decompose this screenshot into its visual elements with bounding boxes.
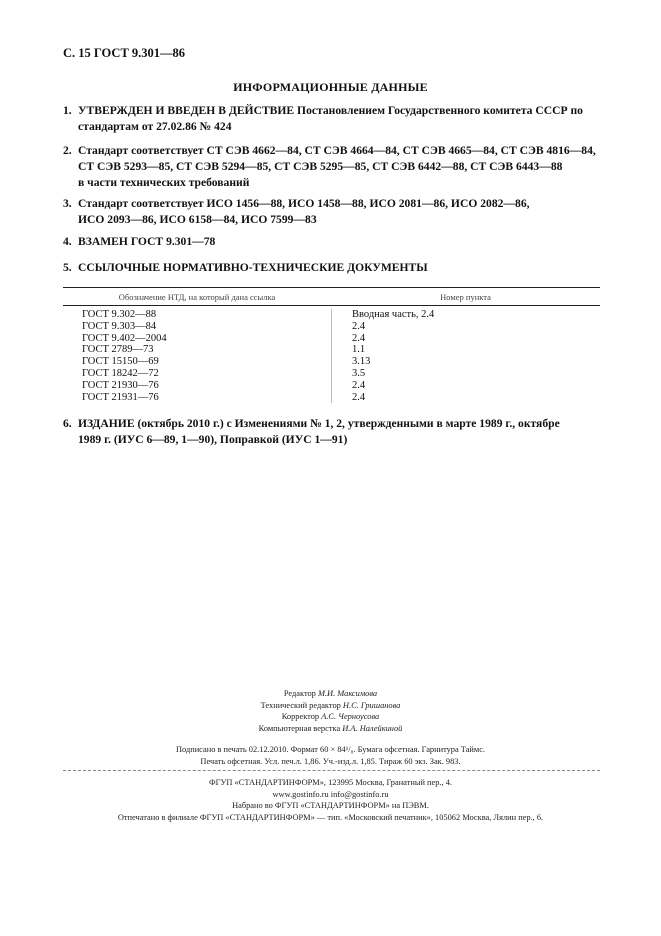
item-number: 2. [63, 144, 72, 157]
item-line: Стандарт соответствует ИСО 1456—88, ИСО 1458—88, ИСО 2081—86, ИСО 2082—86, [78, 197, 530, 210]
info-item-3 [63, 196, 603, 228]
item-number: 3. [63, 197, 72, 210]
table-cell: 3.5 [352, 367, 366, 379]
info-item-5 [63, 260, 603, 276]
staff-editor: Редактор М.И. Максимова [283, 689, 378, 698]
table-body [63, 306, 600, 403]
column-header-document: Обозначение НТД, на который дана ссылка [118, 291, 276, 302]
page-header: С. 15 ГОСТ 9.301—86 [63, 46, 186, 60]
info-item-1 [63, 103, 603, 135]
table-cell: 2.4 [352, 332, 366, 344]
imprint-publisher [0, 777, 661, 823]
item-number: 4. [63, 235, 72, 248]
staff-proofreader: Корректор А.С. Черноусова [281, 712, 380, 722]
imprint-print-details [0, 744, 661, 767]
item-number: 1. [63, 104, 72, 117]
typeset-line: Набрано во ФГУП «СТАНДАРТИНФОРМ» на ПЭВМ. [232, 801, 429, 811]
imprint-staff [0, 688, 661, 734]
item-line: ВЗАМЕН ГОСТ 9.301—78 [78, 235, 216, 248]
publisher-line: ФГУП «СТАНДАРТИНФОРМ», 123995 Москва, Гранатный пер., 4. [209, 778, 452, 787]
print-line-2: Печать офсетная. Усл. печ.л. 1,86. Уч.-изд.л. 1,85. Тираж 60 экз. Зак. 983. [200, 756, 461, 766]
info-item-2 [63, 143, 603, 191]
item-line: 1989 г. (ИУС 6—89, 1—90), Поправкой (ИУС 1—91) [78, 433, 348, 446]
item-line: СТ СЭВ 5293—85, СТ СЭВ 5294—85, СТ СЭВ 5295—85, СТ СЭВ 6442—88, СТ СЭВ 6443—88 [78, 160, 563, 173]
item-line: Стандарт соответствует СТ СЭВ 4662—84, СТ СЭВ 4664—84, СТ СЭВ 4665—84, СТ СЭВ 4816—84, [78, 144, 596, 157]
divider [63, 770, 600, 771]
column-clauses [331, 309, 600, 403]
table-cell: ГОСТ 9.302—88 [82, 309, 157, 320]
item-number: 6. [63, 417, 72, 430]
staff-tech-editor: Технический редактор Н.С. Гришанова [260, 700, 401, 710]
staff-layout: Компьютерная верстка И.А. Налейкиной [258, 723, 403, 733]
item-line: стандартам от 27.02.86 № 424 [78, 120, 232, 133]
printed-line: Отпечатано в филиале ФГУП «СТАНДАРТИНФОРМ» — тип. «Московский печатник», 105062 Москва, Лялин пер., 6. [117, 812, 544, 822]
section-title: ИНФОРМАЦИОННЫЕ ДАННЫЕ [233, 80, 428, 94]
web-line: www.gostinfo.ru info@gostinfo.ru [272, 789, 389, 799]
table-cell: 2.4 [352, 391, 366, 403]
column-header-clause: Номер пункта [440, 291, 491, 302]
table-cell: ГОСТ 2789—73 [82, 344, 154, 356]
table-cell: ГОСТ 9.303—84 [82, 320, 157, 332]
item-line: ССЫЛОЧНЫЕ НОРМАТИВНО-ТЕХНИЧЕСКИЕ ДОКУМЕНТЫ [78, 261, 428, 274]
info-item-6 [63, 416, 603, 448]
table-cell: 1.1 [352, 344, 366, 356]
table-cell: ГОСТ 21931—76 [82, 391, 159, 403]
table-cell: 3.13 [352, 356, 371, 368]
table-cell: 2.4 [352, 379, 366, 391]
table-cell: ГОСТ 15150—69 [82, 356, 159, 368]
table-cell: ГОСТ 9.402—2004 [82, 332, 167, 344]
print-line-1: Подписано в печать 02.12.2010. Формат 60 × 84¹/₈. Бумага офсетная. Гарнитура Таймс. [175, 745, 486, 754]
item-line: в части технических требований [78, 176, 250, 189]
table-cell: ГОСТ 18242—72 [82, 367, 159, 379]
item-line: ИЗДАНИЕ (октябрь 2010 г.) с Изменениями № 1, 2, утвержденными в марте 1989 г., октябре [78, 417, 560, 430]
item-number: 5. [63, 261, 72, 274]
table-cell: 2.4 [352, 320, 366, 332]
column-documents [63, 309, 331, 403]
info-item-4 [63, 234, 603, 250]
table-cell: Вводная часть, 2.4 [352, 309, 435, 320]
table-header [63, 288, 600, 305]
table-cell: ГОСТ 21930—76 [82, 379, 159, 391]
references-table [63, 287, 600, 403]
item-line: УТВЕРЖДЕН И ВВЕДЕН В ДЕЙСТВИЕ Постановлением Государственного комитета СССР по [78, 104, 583, 117]
item-line: ИСО 2093—86, ИСО 6158—84, ИСО 7599—83 [78, 213, 317, 226]
